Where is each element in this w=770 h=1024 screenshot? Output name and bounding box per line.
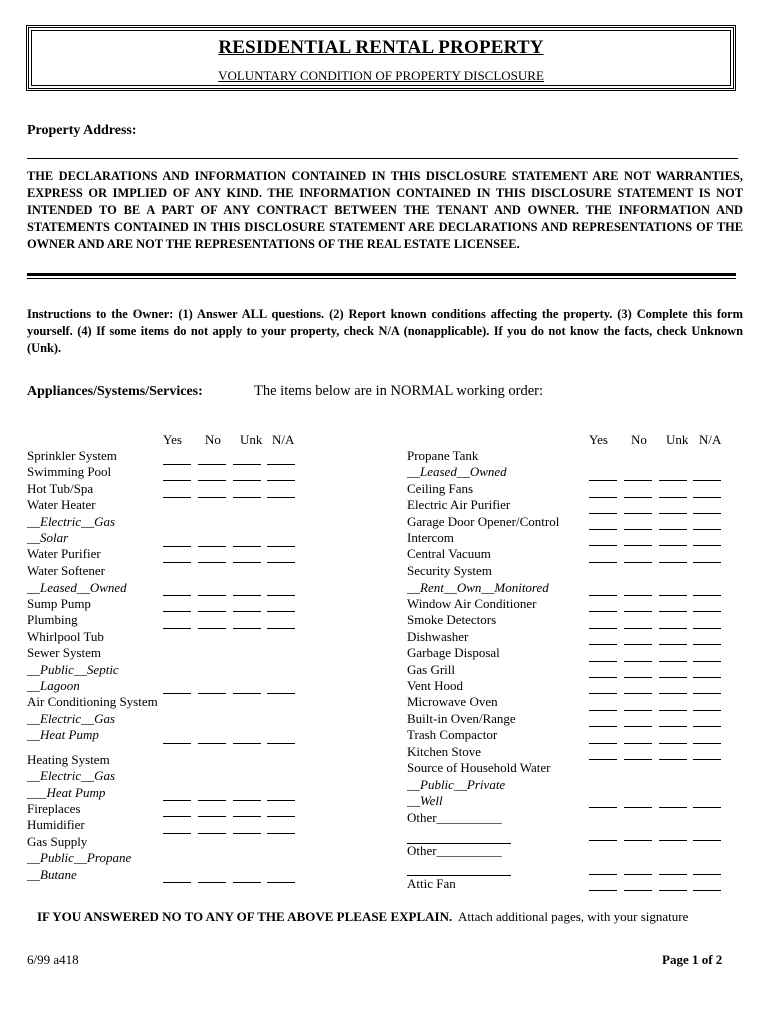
left-blank-na[interactable] (267, 562, 295, 563)
form-code: 6/99 a418 (27, 952, 79, 967)
left-blank-no[interactable] (198, 882, 226, 883)
item-garbage-disposal: Garbage Disposal (407, 645, 500, 660)
right-blank-no[interactable] (624, 840, 652, 841)
col-na-left: N/A (272, 432, 295, 447)
right-blank-no[interactable] (624, 628, 652, 629)
left-blank-no[interactable] (198, 800, 226, 801)
item-garage-door-opener: Garage Door Opener/Control (407, 514, 560, 529)
item-vent-hood: Vent Hood (407, 678, 463, 693)
left-blank-yes[interactable] (163, 833, 191, 834)
option-security-ownership[interactable]: __Rent__Own__Monitored (407, 580, 549, 595)
left-blank-yes[interactable] (163, 743, 191, 744)
right-blank-no[interactable] (624, 497, 652, 498)
left-blank-no[interactable] (198, 611, 226, 612)
left-blank-unk[interactable] (233, 882, 261, 883)
right-blank-yes[interactable] (589, 480, 617, 481)
right-blank-no[interactable] (624, 874, 652, 875)
item-air-conditioning: Air Conditioning System (27, 694, 158, 709)
right-blank-unk[interactable] (659, 562, 687, 563)
right-blank-unk[interactable] (659, 874, 687, 875)
item-hot-tub-spa: Hot Tub/Spa (27, 481, 94, 496)
item-dishwasher: Dishwasher (407, 629, 469, 644)
item-intercom: Intercom (407, 530, 454, 545)
right-blank-yes[interactable] (589, 710, 617, 711)
right-blank-no[interactable] (624, 480, 652, 481)
property-address-field[interactable] (27, 158, 738, 159)
right-blank-unk[interactable] (659, 693, 687, 694)
left-blank-unk[interactable] (233, 833, 261, 834)
left-blank-no[interactable] (198, 595, 226, 596)
right-blank-no[interactable] (624, 545, 652, 546)
left-blank-unk[interactable] (233, 800, 261, 801)
right-blank-yes[interactable] (589, 644, 617, 645)
left-blank-unk[interactable] (233, 546, 261, 547)
right-blank-no[interactable] (624, 890, 652, 891)
col-yes-left: Yes (163, 432, 182, 447)
left-blank-na[interactable] (267, 693, 295, 694)
right-blank-no[interactable] (624, 759, 652, 760)
right-blank-no[interactable] (624, 529, 652, 530)
left-blank-yes[interactable] (163, 480, 191, 481)
left-blank-yes[interactable] (163, 562, 191, 563)
option-sewer-public-septic[interactable]: __Public__Septic (27, 662, 119, 677)
right-blank-na[interactable] (693, 497, 721, 498)
right-blank-yes[interactable] (589, 874, 617, 875)
left-blank-yes[interactable] (163, 497, 191, 498)
col-unk-right: Unk (666, 432, 689, 447)
explain-bold: IF YOU ANSWERED NO TO ANY OF THE ABOVE PLEASE EXPLAIN. (37, 909, 453, 924)
left-blank-na[interactable] (267, 546, 295, 547)
left-blank-no[interactable] (198, 833, 226, 834)
option-gas-public-propane[interactable]: __Public__Propane (27, 850, 132, 865)
right-blank-unk[interactable] (659, 529, 687, 530)
right-blank-na[interactable] (693, 611, 721, 612)
divider-thin (27, 278, 736, 279)
item-water-purifier: Water Purifier (27, 546, 101, 561)
left-blank-yes[interactable] (163, 800, 191, 801)
right-blank-no[interactable] (624, 661, 652, 662)
option-water-heater-solar[interactable]: __Solar (27, 530, 69, 545)
col-no-left: No (205, 432, 221, 447)
item-other-2[interactable]: Other__________ (407, 843, 502, 858)
item-swimming-pool: Swimming Pool (27, 464, 112, 479)
right-blank-na[interactable] (693, 628, 721, 629)
item-household-water-source: Source of Household Water (407, 760, 551, 775)
option-water-heater-fuel[interactable]: __Electric__Gas (27, 514, 116, 529)
item-gas-grill: Gas Grill (407, 662, 456, 677)
item-ceiling-fans: Ceiling Fans (407, 481, 474, 496)
right-blank-unk[interactable] (659, 661, 687, 662)
col-unk-left: Unk (240, 432, 263, 447)
item-other-1[interactable]: Other__________ (407, 810, 502, 825)
right-blank-na[interactable] (693, 545, 721, 546)
left-blank-na[interactable] (267, 611, 295, 612)
item-water-heater: Water Heater (27, 497, 96, 512)
owner-instructions: Instructions to the Owner: (1) Answer ALL questions. (2) Report known conditions affecting the property. (3) Complete this form yourself. (4) If some items do not apply to your property, check N/A (nonapplicable). If you do not know the facts, check Unknown (Unk). (27, 307, 743, 355)
other-2-continuation-line[interactable] (407, 875, 511, 876)
left-blank-no[interactable] (198, 464, 226, 465)
item-fireplaces: Fireplaces (27, 801, 81, 816)
left-blank-na[interactable] (267, 480, 295, 481)
other-1-continuation-line[interactable] (407, 843, 511, 844)
left-blank-na[interactable] (267, 628, 295, 629)
left-blank-yes[interactable] (163, 882, 191, 883)
left-blank-unk[interactable] (233, 562, 261, 563)
left-blank-yes[interactable] (163, 611, 191, 612)
item-smoke-detectors: Smoke Detectors (407, 612, 497, 627)
right-blank-yes[interactable] (589, 759, 617, 760)
right-blank-unk[interactable] (659, 480, 687, 481)
right-blank-unk[interactable] (659, 743, 687, 744)
right-blank-yes[interactable] (589, 743, 617, 744)
item-sump-pump: Sump Pump (27, 596, 91, 611)
left-blank-unk[interactable] (233, 497, 261, 498)
item-electric-air-purifier: Electric Air Purifier (407, 497, 511, 512)
item-window-air-conditioner: Window Air Conditioner (407, 596, 537, 611)
left-blank-no[interactable] (198, 628, 226, 629)
option-ac-fuel[interactable]: __Electric__Gas (27, 711, 116, 726)
right-blank-na[interactable] (693, 890, 721, 891)
left-blank-na[interactable] (267, 833, 295, 834)
right-blank-yes[interactable] (589, 807, 617, 808)
left-blank-no[interactable] (198, 480, 226, 481)
left-blank-no[interactable] (198, 693, 226, 694)
right-blank-yes[interactable] (589, 529, 617, 530)
page-title: RESIDENTIAL RENTAL PROPERTY (218, 37, 544, 58)
left-blank-no[interactable] (198, 816, 226, 817)
section-heading: Appliances/Systems/Services: (27, 384, 203, 399)
section-note: The items below are in NORMAL working order: (254, 383, 543, 399)
right-blank-unk[interactable] (659, 644, 687, 645)
right-blank-yes[interactable] (589, 840, 617, 841)
option-water-public-private[interactable]: __Public__Private (407, 777, 506, 792)
right-blank-na[interactable] (693, 595, 721, 596)
right-blank-na[interactable] (693, 513, 721, 514)
right-blank-yes[interactable] (589, 628, 617, 629)
left-blank-unk[interactable] (233, 816, 261, 817)
right-blank-no[interactable] (624, 595, 652, 596)
option-ac-heat-pump[interactable]: __Heat Pump (27, 727, 99, 742)
right-blank-yes[interactable] (589, 611, 617, 612)
explain-rest: Attach additional pages, with your signature (458, 909, 689, 924)
right-blank-na[interactable] (693, 710, 721, 711)
left-blank-na[interactable] (267, 464, 295, 465)
left-blank-na[interactable] (267, 497, 295, 498)
left-blank-unk[interactable] (233, 743, 261, 744)
right-blank-yes[interactable] (589, 513, 617, 514)
item-heating-system: Heating System (27, 752, 110, 767)
right-blank-yes[interactable] (589, 562, 617, 563)
left-blank-na[interactable] (267, 882, 295, 883)
right-blank-unk[interactable] (659, 890, 687, 891)
item-water-softener: Water Softener (27, 563, 105, 578)
left-blank-unk[interactable] (233, 628, 261, 629)
right-blank-yes[interactable] (589, 726, 617, 727)
left-blank-na[interactable] (267, 800, 295, 801)
right-blank-na[interactable] (693, 480, 721, 481)
right-blank-na[interactable] (693, 840, 721, 841)
right-blank-no[interactable] (624, 726, 652, 727)
property-address-label: Property Address: (27, 123, 137, 138)
page-number: Page 1 of 2 (662, 952, 723, 967)
left-blank-yes[interactable] (163, 816, 191, 817)
divider-thick (27, 273, 736, 276)
right-blank-na[interactable] (693, 743, 721, 744)
left-blank-yes[interactable] (163, 595, 191, 596)
right-blank-na[interactable] (693, 807, 721, 808)
right-blank-no[interactable] (624, 677, 652, 678)
item-builtin-oven-range: Built-in Oven/Range (407, 711, 516, 726)
left-blank-unk[interactable] (233, 693, 261, 694)
left-blank-na[interactable] (267, 595, 295, 596)
item-security-system: Security System (407, 563, 492, 578)
right-blank-unk[interactable] (659, 677, 687, 678)
right-blank-yes[interactable] (589, 595, 617, 596)
col-no-right: No (631, 432, 647, 447)
left-blank-na[interactable] (267, 743, 295, 744)
right-blank-yes[interactable] (589, 693, 617, 694)
left-blank-unk[interactable] (233, 464, 261, 465)
right-blank-unk[interactable] (659, 595, 687, 596)
right-blank-no[interactable] (624, 562, 652, 563)
item-humidifier: Humidifier (27, 817, 85, 832)
item-whirlpool-tub: Whirlpool Tub (27, 629, 104, 644)
right-blank-no[interactable] (624, 513, 652, 514)
item-central-vacuum: Central Vacuum (407, 546, 491, 561)
option-heating-fuel[interactable]: __Electric__Gas (27, 768, 116, 783)
right-blank-no[interactable] (624, 710, 652, 711)
right-blank-yes[interactable] (589, 661, 617, 662)
right-blank-no[interactable] (624, 693, 652, 694)
item-propane-tank: Propane Tank (407, 448, 479, 463)
item-plumbing: Plumbing (27, 612, 78, 627)
left-blank-unk[interactable] (233, 611, 261, 612)
right-blank-na[interactable] (693, 644, 721, 645)
right-blank-yes[interactable] (589, 497, 617, 498)
right-blank-yes[interactable] (589, 890, 617, 891)
col-yes-right: Yes (589, 432, 608, 447)
right-blank-unk[interactable] (659, 759, 687, 760)
left-blank-unk[interactable] (233, 480, 261, 481)
right-blank-unk[interactable] (659, 513, 687, 514)
item-kitchen-stove: Kitchen Stove (407, 744, 482, 759)
right-blank-na[interactable] (693, 677, 721, 678)
option-sewer-lagoon[interactable]: __Lagoon (27, 678, 80, 693)
option-heating-heat-pump[interactable]: ___Heat Pump (27, 785, 106, 800)
declaration-statement: THE DECLARATIONS AND INFORMATION CONTAINED IN THIS DISCLOSURE STATEMENT ARE NOT WARRANTIES, EXPRESS OR IMPLIED OF ANY KIND. THE INFORMATION CONTAINED IN THIS DISCLOSURE STATEMENT IS NOT INTENDED TO BE A PART OF ANY CONTRACT BETWEEN THE TENANT AND OWNER. THE INFORMATION AND STATEMENTS CONTAINED IN THIS DISCLOSURE STATEMENT ARE DECLARATIONS AND REPRESENTATIONS OF THE OWNER AND ARE NOT THE REPRESENTATIONS OF THE REAL ESTATE LICENSEE. (27, 169, 743, 251)
right-blank-no[interactable] (624, 743, 652, 744)
left-blank-no[interactable] (198, 546, 226, 547)
left-blank-unk[interactable] (233, 595, 261, 596)
right-blank-unk[interactable] (659, 840, 687, 841)
item-sprinkler-system: Sprinkler System (27, 448, 117, 463)
right-blank-no[interactable] (624, 611, 652, 612)
right-blank-unk[interactable] (659, 545, 687, 546)
right-blank-na[interactable] (693, 693, 721, 694)
left-blank-yes[interactable] (163, 464, 191, 465)
left-blank-na[interactable] (267, 816, 295, 817)
right-blank-na[interactable] (693, 759, 721, 760)
right-blank-na[interactable] (693, 726, 721, 727)
right-blank-na[interactable] (693, 529, 721, 530)
explain-instruction (37, 909, 688, 925)
left-blank-no[interactable] (198, 743, 226, 744)
left-blank-yes[interactable] (163, 628, 191, 629)
option-water-well[interactable]: __Well (407, 793, 443, 808)
right-blank-unk[interactable] (659, 807, 687, 808)
option-softener-ownership[interactable]: __Leased__Owned (27, 580, 127, 595)
right-blank-no[interactable] (624, 644, 652, 645)
col-na-right: N/A (699, 432, 722, 447)
item-attic-fan: Attic Fan (407, 876, 456, 891)
right-blank-unk[interactable] (659, 497, 687, 498)
left-blank-yes[interactable] (163, 693, 191, 694)
item-sewer-system: Sewer System (27, 645, 102, 660)
page-subtitle: VOLUNTARY CONDITION OF PROPERTY DISCLOSURE (218, 68, 544, 83)
right-blank-unk[interactable] (659, 611, 687, 612)
left-blank-yes[interactable] (163, 546, 191, 547)
right-blank-no[interactable] (624, 807, 652, 808)
option-gas-butane[interactable]: __Butane (27, 867, 77, 882)
option-propane-ownership[interactable]: __Leased__Owned (407, 464, 507, 479)
right-blank-yes[interactable] (589, 677, 617, 678)
right-blank-unk[interactable] (659, 710, 687, 711)
left-blank-no[interactable] (198, 562, 226, 563)
item-trash-compactor: Trash Compactor (407, 727, 498, 742)
right-blank-na[interactable] (693, 562, 721, 563)
right-blank-na[interactable] (693, 661, 721, 662)
right-blank-na[interactable] (693, 874, 721, 875)
right-blank-unk[interactable] (659, 628, 687, 629)
right-blank-unk[interactable] (659, 726, 687, 727)
item-microwave-oven: Microwave Oven (407, 694, 498, 709)
right-blank-yes[interactable] (589, 545, 617, 546)
left-blank-no[interactable] (198, 497, 226, 498)
item-gas-supply: Gas Supply (27, 834, 88, 849)
